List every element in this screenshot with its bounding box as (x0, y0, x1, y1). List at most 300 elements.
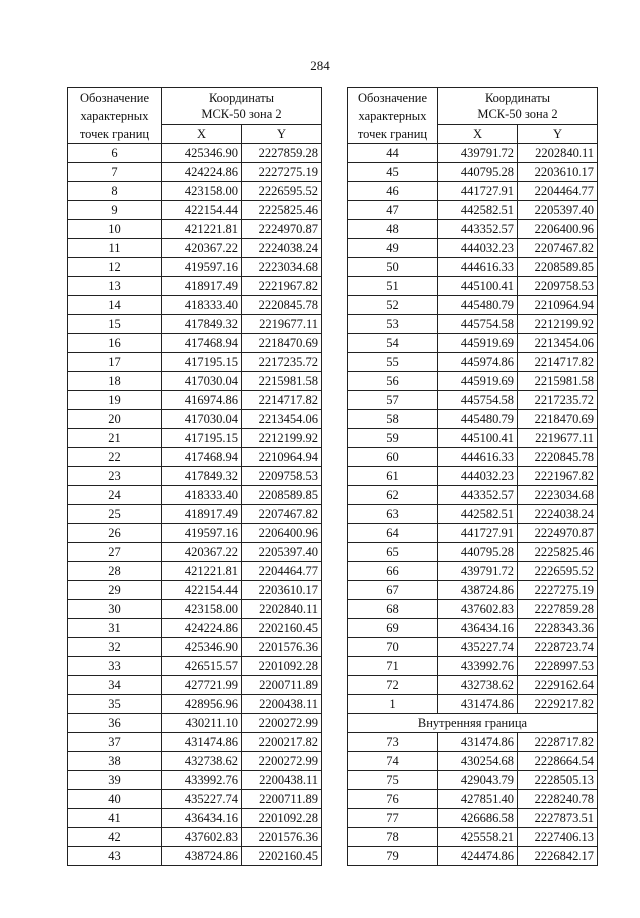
x-cell: 435227.74 (162, 790, 242, 809)
table-row (348, 809, 598, 828)
table-row (348, 353, 598, 372)
point-id-cell: 67 (348, 581, 438, 600)
y-cell: 2207467.82 (518, 239, 598, 258)
y-cell: 2227873.51 (518, 809, 598, 828)
point-id-cell: 13 (68, 277, 162, 296)
table-row (348, 847, 598, 866)
table-row (68, 201, 322, 220)
point-id-cell: 79 (348, 847, 438, 866)
y-cell: 2201576.36 (242, 828, 322, 847)
table-row (68, 258, 322, 277)
point-id-cell: 34 (68, 676, 162, 695)
table-row (68, 467, 322, 486)
point-id-cell: 60 (348, 448, 438, 467)
table-row (68, 752, 322, 771)
point-id-cell: 29 (68, 581, 162, 600)
y-cell: 2227859.28 (518, 600, 598, 619)
page-number: 284 (310, 58, 330, 73)
y-cell: 2215981.58 (518, 372, 598, 391)
point-id-cell: 55 (348, 353, 438, 372)
x-cell: 429043.79 (438, 771, 518, 790)
x-cell: 445100.41 (438, 429, 518, 448)
y-cell: 2200217.82 (242, 733, 322, 752)
y-cell: 2220845.78 (518, 448, 598, 467)
x-cell: 444616.33 (438, 448, 518, 467)
table-row (68, 790, 322, 809)
y-cell: 2208589.85 (242, 486, 322, 505)
x-cell: 419597.16 (162, 258, 242, 277)
point-id-cell: 23 (68, 467, 162, 486)
table-row (68, 638, 322, 657)
x-cell: 425346.90 (162, 638, 242, 657)
x-cell: 417195.15 (162, 353, 242, 372)
point-id-cell: 35 (68, 695, 162, 714)
table-row (68, 828, 322, 847)
point-id-cell: 59 (348, 429, 438, 448)
designation-header-line: Обозначение (357, 90, 428, 105)
point-id-cell: 7 (68, 163, 162, 182)
table-row (348, 315, 598, 334)
designation-header-line: Обозначение (79, 90, 150, 105)
x-cell: 445754.58 (438, 315, 518, 334)
x-cell: 442582.51 (438, 505, 518, 524)
y-header: Y (242, 125, 322, 144)
x-cell: 417195.15 (162, 429, 242, 448)
x-cell: 431474.86 (438, 733, 518, 752)
y-cell: 2209758.53 (518, 277, 598, 296)
y-cell: 2227275.19 (518, 581, 598, 600)
table-row (348, 448, 598, 467)
y-cell: 2213454.06 (518, 334, 598, 353)
x-cell: 442582.51 (438, 201, 518, 220)
x-cell: 418917.49 (162, 505, 242, 524)
table-row (348, 144, 598, 163)
table-row (68, 144, 322, 163)
y-cell: 2202840.11 (518, 144, 598, 163)
point-id-cell: 28 (68, 562, 162, 581)
point-id-cell: 22 (68, 448, 162, 467)
point-id-cell: 38 (68, 752, 162, 771)
y-cell: 2217235.72 (242, 353, 322, 372)
y-cell: 2229217.82 (518, 695, 598, 714)
table-row (68, 239, 322, 258)
y-cell: 2219677.11 (242, 315, 322, 334)
table-row (348, 163, 598, 182)
table-row (348, 581, 598, 600)
table-row (348, 676, 598, 695)
point-id-cell: 68 (348, 600, 438, 619)
point-id-cell: 53 (348, 315, 438, 334)
point-id-cell: 46 (348, 182, 438, 201)
y-cell: 2200272.99 (242, 714, 322, 733)
x-cell: 430254.68 (438, 752, 518, 771)
coordinates-header-line: МСК-50 зона 2 (201, 107, 282, 121)
table-row (68, 182, 322, 201)
table-row (348, 695, 598, 714)
y-cell: 2214717.82 (242, 391, 322, 410)
y-cell: 2229162.64 (518, 676, 598, 695)
table-row (348, 391, 598, 410)
point-id-cell: 48 (348, 220, 438, 239)
table-row (348, 296, 598, 315)
point-id-cell: 56 (348, 372, 438, 391)
y-cell: 2221967.82 (518, 467, 598, 486)
point-id-cell: 63 (348, 505, 438, 524)
x-cell: 417468.94 (162, 448, 242, 467)
point-id-cell: 39 (68, 771, 162, 790)
table-row (348, 467, 598, 486)
inner-boundary-label: Внутренняя граница (348, 714, 598, 733)
x-cell: 424224.86 (162, 163, 242, 182)
point-id-cell: 62 (348, 486, 438, 505)
table-row (68, 581, 322, 600)
y-cell: 2202160.45 (242, 619, 322, 638)
table-row (68, 296, 322, 315)
y-cell: 2200711.89 (242, 676, 322, 695)
point-id-cell: 12 (68, 258, 162, 277)
point-id-cell: 77 (348, 809, 438, 828)
y-cell: 2202840.11 (242, 600, 322, 619)
point-id-cell: 65 (348, 543, 438, 562)
point-id-cell: 51 (348, 277, 438, 296)
y-cell: 2224038.24 (242, 239, 322, 258)
table-row (348, 543, 598, 562)
x-cell: 440795.28 (438, 543, 518, 562)
designation-header-line: точек границ (79, 126, 150, 141)
y-cell: 2200272.99 (242, 752, 322, 771)
x-cell: 438724.86 (438, 581, 518, 600)
x-cell: 432738.62 (162, 752, 242, 771)
table-row (348, 524, 598, 543)
table-row (68, 505, 322, 524)
y-cell: 2228664.54 (518, 752, 598, 771)
x-cell: 437602.83 (438, 600, 518, 619)
table-row (348, 600, 598, 619)
x-cell: 438724.86 (162, 847, 242, 866)
point-id-cell: 66 (348, 562, 438, 581)
point-id-cell: 47 (348, 201, 438, 220)
y-cell: 2206400.96 (518, 220, 598, 239)
header-row (68, 88, 322, 125)
table-row (68, 372, 322, 391)
y-cell: 2228723.74 (518, 638, 598, 657)
table-row (348, 239, 598, 258)
table-row (68, 619, 322, 638)
x-cell: 419597.16 (162, 524, 242, 543)
coordinates-header-line: Координаты (484, 91, 551, 105)
point-id-cell: 24 (68, 486, 162, 505)
table-row (68, 334, 322, 353)
x-cell: 441727.91 (438, 524, 518, 543)
table-row (68, 847, 322, 866)
x-cell: 426515.57 (162, 657, 242, 676)
y-cell: 2204464.77 (242, 562, 322, 581)
x-cell: 439791.72 (438, 562, 518, 581)
table-row (68, 353, 322, 372)
x-cell: 422154.44 (162, 581, 242, 600)
x-cell: 420367.22 (162, 239, 242, 258)
y-cell: 2209758.53 (242, 467, 322, 486)
x-cell: 445919.69 (438, 372, 518, 391)
table-row (348, 733, 598, 752)
point-id-cell: 54 (348, 334, 438, 353)
x-cell: 424474.86 (438, 847, 518, 866)
y-cell: 2224970.87 (242, 220, 322, 239)
table-row (68, 163, 322, 182)
point-id-cell: 37 (68, 733, 162, 752)
point-id-cell: 21 (68, 429, 162, 448)
point-id-cell: 15 (68, 315, 162, 334)
x-cell: 445100.41 (438, 277, 518, 296)
x-cell: 418333.40 (162, 296, 242, 315)
table-row (68, 486, 322, 505)
x-cell: 433992.76 (162, 771, 242, 790)
y-cell: 2207467.82 (242, 505, 322, 524)
x-cell: 443352.57 (438, 220, 518, 239)
y-cell: 2200711.89 (242, 790, 322, 809)
table-row (348, 220, 598, 239)
y-cell: 2218470.69 (242, 334, 322, 353)
point-id-cell: 31 (68, 619, 162, 638)
point-id-cell: 10 (68, 220, 162, 239)
x-cell: 436434.16 (162, 809, 242, 828)
y-cell: 2215981.58 (242, 372, 322, 391)
x-cell: 427721.99 (162, 676, 242, 695)
y-cell: 2219677.11 (518, 429, 598, 448)
x-cell: 423158.00 (162, 600, 242, 619)
x-cell: 418333.40 (162, 486, 242, 505)
point-id-cell: 44 (348, 144, 438, 163)
point-id-cell: 32 (68, 638, 162, 657)
y-cell: 2205397.40 (242, 543, 322, 562)
table-row (348, 182, 598, 201)
table-row (68, 733, 322, 752)
inner-boundary-row (348, 714, 598, 733)
designation-header-line: характерных (80, 108, 149, 123)
header-row (348, 88, 598, 125)
table-row (68, 600, 322, 619)
y-cell: 2203610.17 (518, 163, 598, 182)
y-cell: 2225825.46 (518, 543, 598, 562)
point-id-cell: 75 (348, 771, 438, 790)
y-cell: 2210964.94 (518, 296, 598, 315)
point-id-cell: 58 (348, 410, 438, 429)
y-cell: 2208589.85 (518, 258, 598, 277)
point-id-cell: 26 (68, 524, 162, 543)
point-id-cell: 33 (68, 657, 162, 676)
y-cell: 2228240.78 (518, 790, 598, 809)
point-id-cell: 61 (348, 467, 438, 486)
y-cell: 2223034.68 (242, 258, 322, 277)
y-cell: 2227406.13 (518, 828, 598, 847)
table-row (68, 771, 322, 790)
x-cell: 445480.79 (438, 410, 518, 429)
y-cell: 2228343.36 (518, 619, 598, 638)
x-cell: 416974.86 (162, 391, 242, 410)
table-row (68, 543, 322, 562)
table-row (348, 334, 598, 353)
x-header: X (162, 125, 242, 144)
point-id-cell: 20 (68, 410, 162, 429)
point-id-cell: 42 (68, 828, 162, 847)
table-row (348, 505, 598, 524)
table-row (348, 486, 598, 505)
table-row (68, 714, 322, 733)
y-cell: 2210964.94 (242, 448, 322, 467)
point-id-cell: 41 (68, 809, 162, 828)
point-id-cell: 52 (348, 296, 438, 315)
table-row (68, 524, 322, 543)
table-row (348, 410, 598, 429)
point-id-cell: 36 (68, 714, 162, 733)
x-cell: 418917.49 (162, 277, 242, 296)
y-cell: 2217235.72 (518, 391, 598, 410)
y-cell: 2206400.96 (242, 524, 322, 543)
x-cell: 425558.21 (438, 828, 518, 847)
coordinates-table-left (67, 87, 322, 866)
point-id-cell: 49 (348, 239, 438, 258)
x-cell: 428956.96 (162, 695, 242, 714)
point-id-cell: 19 (68, 391, 162, 410)
point-id-cell: 9 (68, 201, 162, 220)
table-row (348, 562, 598, 581)
x-cell: 427851.40 (438, 790, 518, 809)
table-row (68, 695, 322, 714)
table-row (68, 277, 322, 296)
table-row (348, 372, 598, 391)
x-cell: 425346.90 (162, 144, 242, 163)
y-cell: 2218470.69 (518, 410, 598, 429)
point-id-cell: 11 (68, 239, 162, 258)
y-cell: 2225825.46 (242, 201, 322, 220)
x-cell: 417030.04 (162, 410, 242, 429)
table-row (348, 429, 598, 448)
x-cell: 443352.57 (438, 486, 518, 505)
point-id-cell: 16 (68, 334, 162, 353)
x-cell: 426686.58 (438, 809, 518, 828)
y-header: Y (518, 125, 598, 144)
table-row (68, 448, 322, 467)
point-id-cell: 78 (348, 828, 438, 847)
table-row (348, 771, 598, 790)
x-cell: 439791.72 (438, 144, 518, 163)
designation-header (68, 88, 162, 144)
x-cell: 445754.58 (438, 391, 518, 410)
y-cell: 2228505.13 (518, 771, 598, 790)
point-id-cell: 74 (348, 752, 438, 771)
table-row (348, 201, 598, 220)
x-cell: 417468.94 (162, 334, 242, 353)
x-cell: 441727.91 (438, 182, 518, 201)
point-id-cell: 76 (348, 790, 438, 809)
x-cell: 440795.28 (438, 163, 518, 182)
point-id-cell: 70 (348, 638, 438, 657)
point-id-cell: 25 (68, 505, 162, 524)
y-cell: 2212199.92 (242, 429, 322, 448)
table-row (348, 828, 598, 847)
point-id-cell: 43 (68, 847, 162, 866)
point-id-cell: 30 (68, 600, 162, 619)
y-cell: 2226842.17 (518, 847, 598, 866)
table-row (68, 220, 322, 239)
x-cell: 420367.22 (162, 543, 242, 562)
y-cell: 2221967.82 (242, 277, 322, 296)
y-cell: 2213454.06 (242, 410, 322, 429)
point-id-cell: 18 (68, 372, 162, 391)
coordinates-table-right (347, 87, 598, 866)
point-id-cell: 50 (348, 258, 438, 277)
y-cell: 2227859.28 (242, 144, 322, 163)
x-cell: 422154.44 (162, 201, 242, 220)
table-row (348, 258, 598, 277)
y-cell: 2228717.82 (518, 733, 598, 752)
x-cell: 436434.16 (438, 619, 518, 638)
point-id-cell: 8 (68, 182, 162, 201)
point-id-cell: 14 (68, 296, 162, 315)
coordinates-header (162, 88, 322, 125)
x-cell: 424224.86 (162, 619, 242, 638)
point-id-cell: 72 (348, 676, 438, 695)
y-cell: 2212199.92 (518, 315, 598, 334)
x-cell: 445919.69 (438, 334, 518, 353)
x-cell: 437602.83 (162, 828, 242, 847)
y-cell: 2200438.11 (242, 695, 322, 714)
point-id-cell: 17 (68, 353, 162, 372)
point-id-cell: 1 (348, 695, 438, 714)
y-cell: 2204464.77 (518, 182, 598, 201)
table-row (348, 752, 598, 771)
point-id-cell: 57 (348, 391, 438, 410)
x-cell: 417030.04 (162, 372, 242, 391)
table-body-right (348, 88, 598, 866)
table-row (68, 429, 322, 448)
x-cell: 444032.23 (438, 467, 518, 486)
x-cell: 421221.81 (162, 220, 242, 239)
y-cell: 2201092.28 (242, 809, 322, 828)
y-cell: 2227275.19 (242, 163, 322, 182)
y-cell: 2226595.52 (518, 562, 598, 581)
x-cell: 445480.79 (438, 296, 518, 315)
table-row (68, 391, 322, 410)
x-header: X (438, 125, 518, 144)
y-cell: 2224038.24 (518, 505, 598, 524)
y-cell: 2203610.17 (242, 581, 322, 600)
table-row (68, 657, 322, 676)
table-row (68, 809, 322, 828)
coordinates-header-line: МСК-50 зона 2 (477, 107, 558, 121)
table-row (68, 410, 322, 429)
x-cell: 432738.62 (438, 676, 518, 695)
x-cell: 433992.76 (438, 657, 518, 676)
y-cell: 2226595.52 (242, 182, 322, 201)
x-cell: 444616.33 (438, 258, 518, 277)
point-id-cell: 73 (348, 733, 438, 752)
y-cell: 2228997.53 (518, 657, 598, 676)
y-cell: 2220845.78 (242, 296, 322, 315)
point-id-cell: 27 (68, 543, 162, 562)
table-row (68, 562, 322, 581)
point-id-cell: 6 (68, 144, 162, 163)
x-cell: 445974.86 (438, 353, 518, 372)
x-cell: 417849.32 (162, 315, 242, 334)
designation-header (348, 88, 438, 144)
y-cell: 2205397.40 (518, 201, 598, 220)
y-cell: 2202160.45 (242, 847, 322, 866)
coordinates-header-line: Координаты (208, 91, 275, 105)
x-cell: 435227.74 (438, 638, 518, 657)
table-row (348, 619, 598, 638)
point-id-cell: 71 (348, 657, 438, 676)
